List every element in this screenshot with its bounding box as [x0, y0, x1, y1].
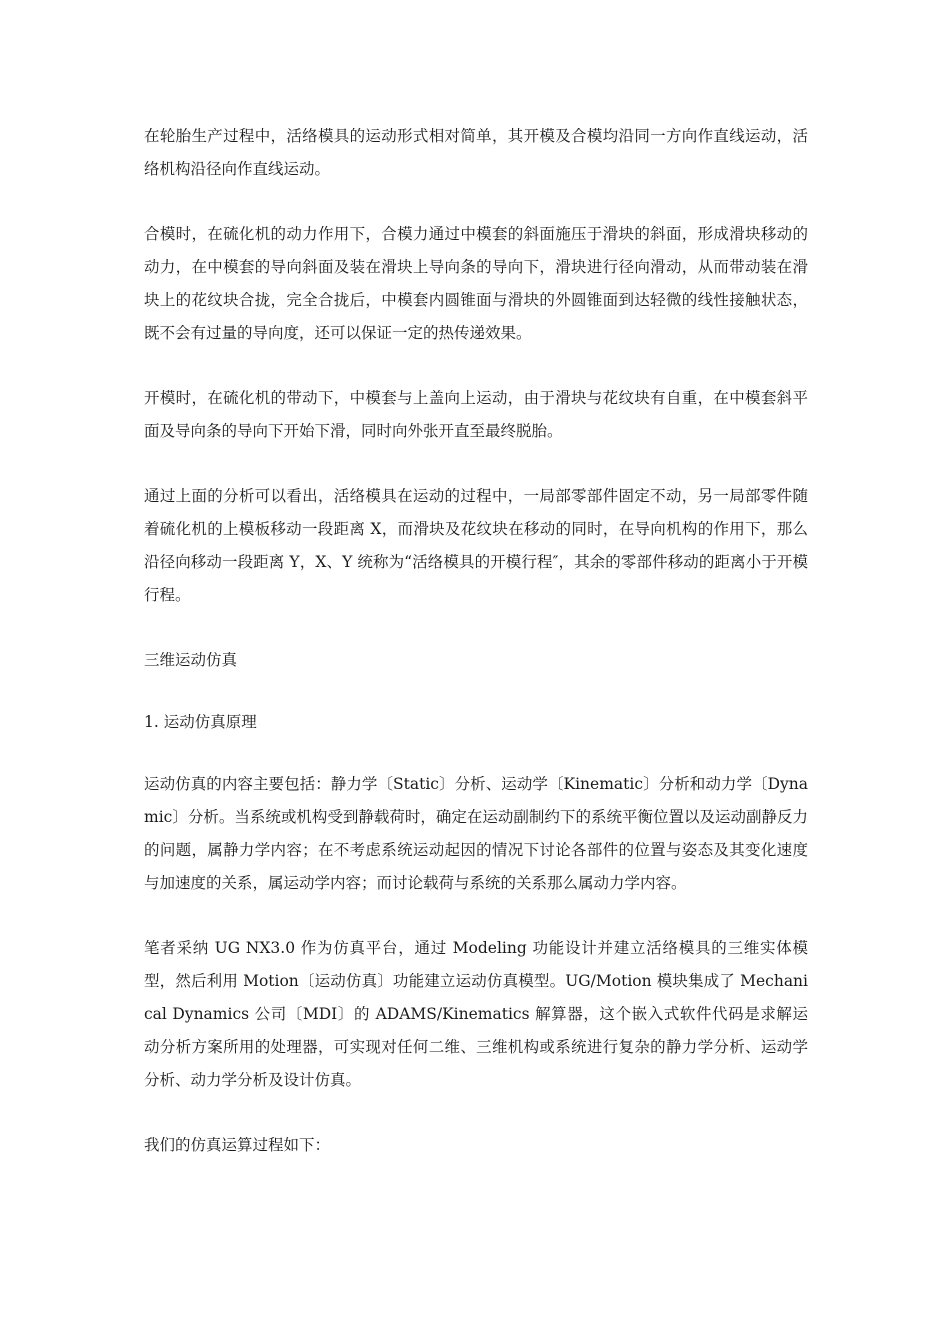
document-page	[144, 120, 808, 1194]
subsection-heading-simulation-principle: 1. 运动仿真原理	[144, 713, 257, 731]
paragraph-mold-motion-intro: 在轮胎生产过程中，活络模具的运动形式相对简单，其开模及合模均沿同一方向作直线运动，活络机构沿径向作直线运动。	[144, 127, 808, 178]
paragraph-mold-opening: 开模时，在硫化机的带动下，中模套与上盖向上运动，由于滑块与花纹块有自重，在中模套斜平面及导向条的导向下开始下滑，同时向外张开直至最终脱胎。	[144, 389, 808, 440]
paragraph-ug-nx-platform: 笔者采纳 UG NX3.0 作为仿真平台，通过 Modeling 功能设计并建立活络模具的三维实体模型，然后利用 Motion〔运动仿真〕功能建立运动仿真模型。UG/Motion 模块集成了 Mechanical Dynamics 公司〔MDI〕的 ADAMS/Kinematics 解算器，这个嵌入式软件代码是求解运动分析方案所用的处理器，可实现对任何二维、三维机构或系统进行复杂的静力学分析、运动学分析、动力学分析及设计仿真。	[144, 939, 808, 1089]
section-heading-3d-simulation: 三维运动仿真	[144, 651, 238, 669]
paragraph-simulation-process: 我们的仿真运算过程如下：	[144, 1136, 331, 1154]
paragraph-opening-stroke: 通过上面的分析可以看出，活络模具在运动的过程中，一局部零部件固定不动，另一局部零件随着硫化机的上模板移动一段距离 X，而滑块及花纹块在移动的同时，在导向机构的作用下，那么沿径向移动一段距离 Y，X、Y 统称为“活络模具的开模行程″，其余的零部件移动的距离小于开模行程。	[144, 487, 808, 604]
paragraph-mold-closing: 合模时，在硫化机的动力作用下，合模力通过中模套的斜面施压于滑块的斜面，形成滑块移动的动力，在中模套的导向斜面及装在滑块上导向条的导向下，滑块进行径向滑动，从而带动装在滑块上的花纹块合拢，完全合拢后，中模套内圆锥面与滑块的外圆锥面到达轻微的线性接触状态，既不会有过量的导向度，还可以保证一定的热传递效果。	[144, 225, 808, 342]
paragraph-simulation-content: 运动仿真的内容主要包括：静力学〔Static〕分析、运动学〔Kinematic〕分析和动力学〔Dynamic〕分析。当系统或机构受到静载荷时，确定在运动副制约下的系统平衡位置以及运动副静反力的问题，属静力学内容；在不考虑系统运动起因的情况下讨论各部件的位置与姿态及其变化速度与加速度的关系，属运动学内容；而讨论载荷与系统的关系那么属动力学内容。	[144, 775, 808, 892]
